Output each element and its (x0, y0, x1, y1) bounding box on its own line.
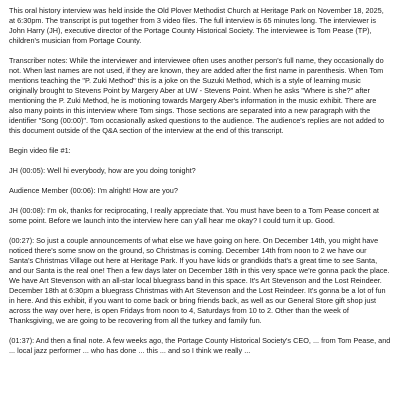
intro-paragraph: This oral history interview was held inside the Old Plover Methodist Church at Heritage Park on November 18, 2025, at 6:30pm. The transcript is put together from 3 video files. The full interview is 65 minutes long. The interviewer is John Harry (JH), executive director of the Portage County Historical Society. The interviewee is Tom Pease (TP), children's musician from Portage County. (9, 6, 384, 45)
transcriber-notes-paragraph: Transcriber notes: While the interviewer and interviewee often uses another person's full name, they occasionally do not. When last names are not used, if they are known, they are added after the first name in parenthesis. When Tom mentions teaching the "P. Zuki Method" this is a joke on the Suzuki Method, which is a style of learning music originally brought to Stevens Point by Margery Aber at UW - Stevens Point. When he asks "Where is she?" after mentioning the P. Zuki Method, he is motioning towards Margery Aber's information in the music exhibit. There are also many points in this interview where Tom sings. Those sections are separated into a new paragraph with the identifier "Song (00:00)". Tom occasionally asked questions to the audience. The audience's replies are not added to this document outside of the Q&A section of the interview at the end of this transcript. (9, 56, 385, 135)
transcript-line-0137: (01:37): And then a final note. A few weeks ago, the Portage County Historical Society's CEO, ... from Tom Pease, and ... local jazz performer ... who has done ... this ... and so I think we really ... (9, 336, 391, 355)
transcript-line-0027: (00:27): So just a couple announcements of what else we have going on here. On December 14th, you might have noticed there's some snow on the ground, so Christmas is coming. December 14th from noon to 2 we have our Santa's Christmas Village out here at Heritage Park. If you have kids or grandkids that's a great time to see Santa, and our Santa is the real one! Then a few days later on December 18th in this very space we're gonna pack the place. We have Art Stevenson with an all-star local bluegrass band in this space. It's Art Stevenson and the Lost Reindeer. December 18th at 6:30pm a bluegrass Christmas with Art Stevenson and the Lost Reindeer. It's gonna be a lot of fun in here. And this exhibit, if you want to come back or bring friends back, as well as our General Store gift shop just across the way over here, is open Fridays from noon to 4, Saturdays from 10 to 2. Other than the week of Thanksgiving, we are going to be recovering from all the turkey and family fun. (9, 236, 390, 325)
transcript-line-jh-0005: JH (00:05): Well hi everybody, how are you doing tonight? (9, 166, 196, 175)
video-file-heading: Begin video file #1: (9, 146, 71, 155)
transcript-line-jh-0008: JH (00:08): I'm ok, thanks for reciprocating, I really appreciate that. You must have been to a Tom Pease concert at some point. Before we launch into the interview here can y'all hear me okay? I could turn it up. Good. (9, 206, 379, 225)
transcript-line-audience-0006: Audience Member (00:06): I'm alright! How are you? (9, 186, 178, 195)
